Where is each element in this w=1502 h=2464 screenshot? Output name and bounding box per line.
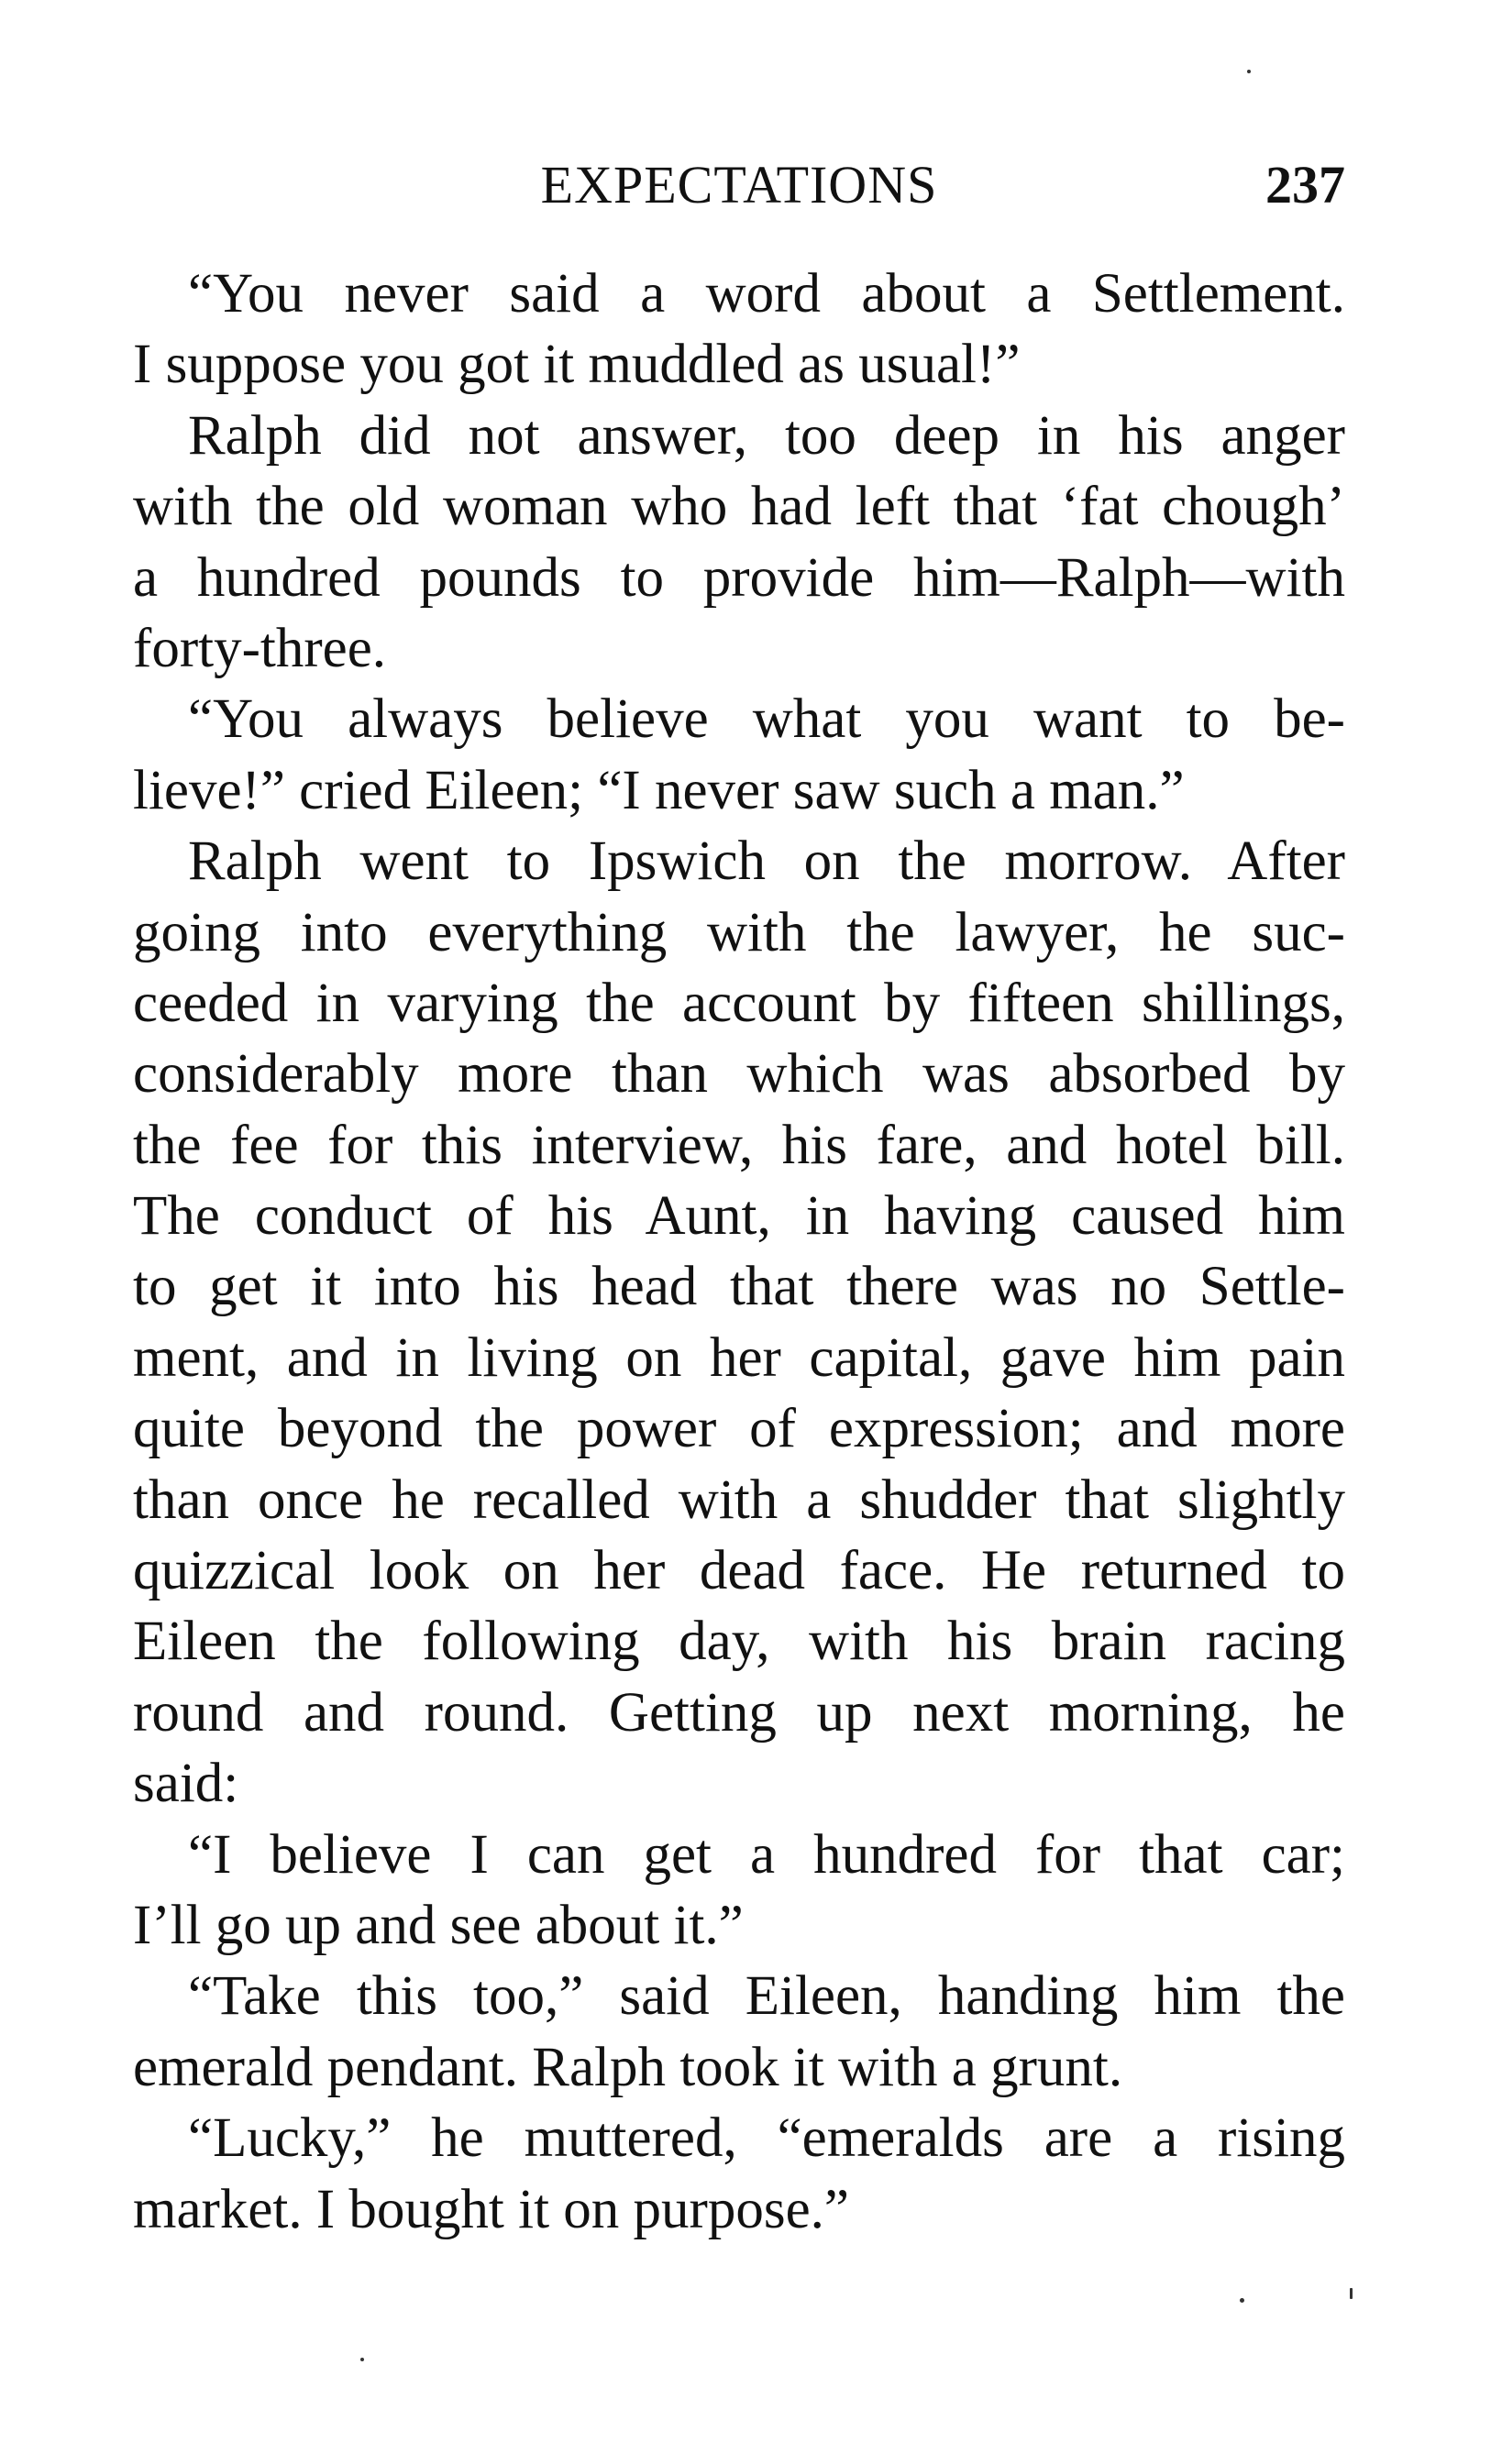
text-line: market. I bought it on purpose.” (133, 2178, 849, 2240)
text-line: “Lucky,” he muttered, “emeralds are a rising (188, 2107, 1345, 2170)
scan-speck (1247, 70, 1251, 73)
body-text (133, 258, 1345, 2245)
text-line: Ralph did not answer, too deep in his anger (188, 404, 1345, 467)
text-line: lieve!” cried Eileen; “I never saw such a man.” (133, 759, 1185, 821)
scan-speck (360, 2358, 364, 2361)
text-line: than once he recalled with a shudder that slightly (133, 1468, 1345, 1531)
text-line: going into everything with the lawyer, he suc- (133, 901, 1345, 963)
text-line: “Take this too,” said Eileen, handing him the (188, 1965, 1345, 2028)
text-line: said: (133, 1753, 239, 1815)
scan-speck (1350, 2288, 1353, 2299)
text-line: “You never said a word about a Settlement. (188, 263, 1345, 324)
text-line: I’ll go up and see about it.” (133, 1894, 744, 1956)
text-line: I suppose you got it muddled as usual!” (133, 334, 1021, 396)
text-line: Eileen the following day, with his brain racing (133, 1611, 1345, 1673)
scan-speck (1240, 2298, 1244, 2303)
text-line: “You always believe what you want to be- (188, 688, 1345, 751)
text-line: a hundred pounds to provide him—Ralph—with (133, 546, 1345, 609)
page-number: 237 (1265, 155, 1345, 214)
page-header (133, 148, 1345, 222)
text-line: quite beyond the power of expression; and more (133, 1398, 1345, 1460)
text-line: ment, and in living on her capital, gave him pain (133, 1326, 1345, 1389)
text-line: to get it into his head that there was no Settle- (133, 1256, 1345, 1318)
text-line: quizzical look on her dead face. He returned to (133, 1540, 1345, 1602)
text-line: “I believe I can get a hundred for that car; (188, 1823, 1345, 1886)
text-line: forty-three. (133, 617, 387, 679)
text-line: Ralph went to Ipswich on the morrow. After (188, 830, 1345, 893)
text-line: emerald pendant. Ralph took it with a grunt. (133, 2036, 1123, 2098)
text-line: considerably more than which was absorbed by (133, 1043, 1345, 1106)
text-line: with the old woman who had left that ‘fat chough’ (133, 476, 1345, 538)
running-title: EXPECTATIONS (540, 155, 938, 214)
text-line: round and round. Getting up next morning, he (133, 1681, 1345, 1744)
text-line: the fee for this interview, his fare, and hotel bill. (133, 1114, 1345, 1176)
text-line: The conduct of his Aunt, in having caused him (133, 1185, 1345, 1248)
text-line: ceeded in varying the account by fifteen shillings, (133, 972, 1345, 1034)
